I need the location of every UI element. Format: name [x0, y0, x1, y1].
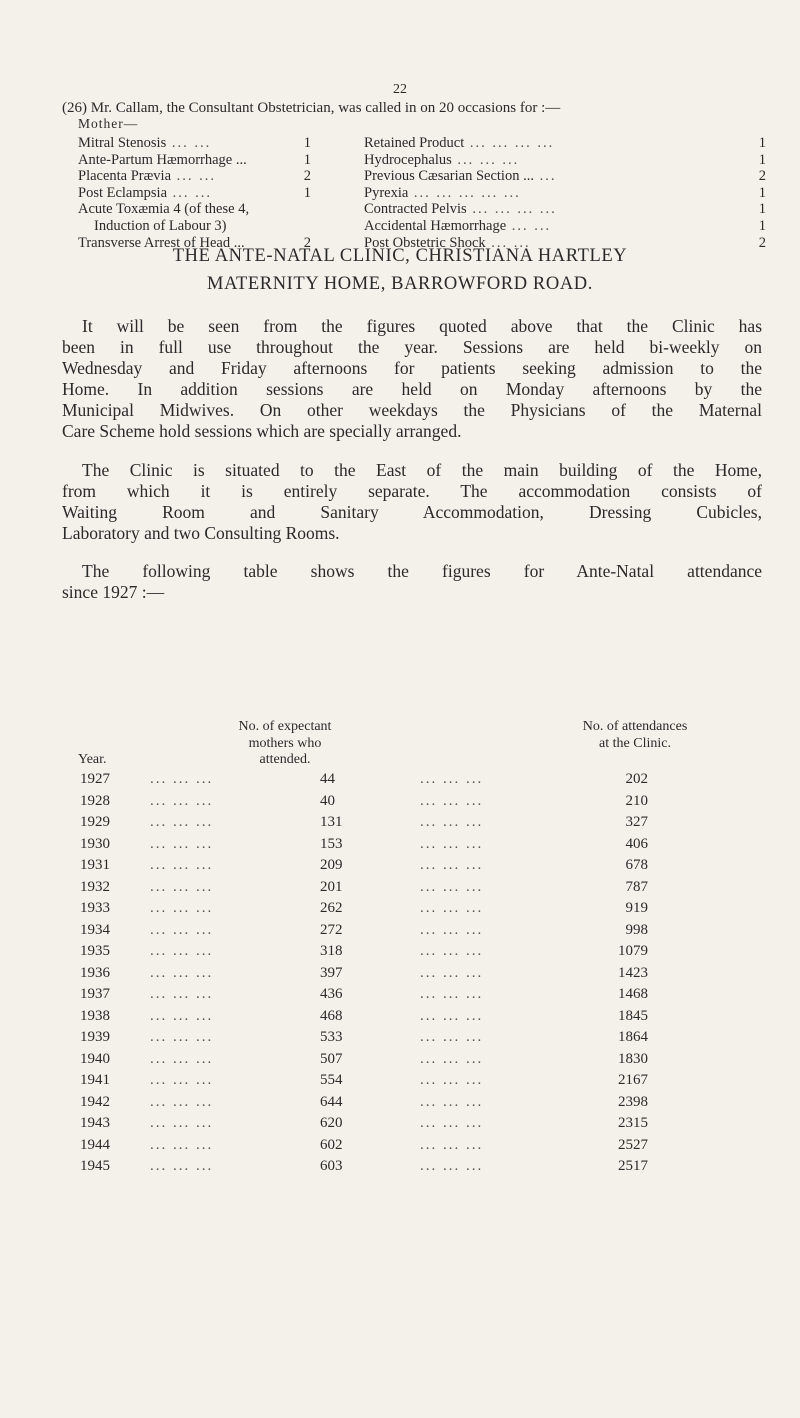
table-row — [80, 1072, 740, 1094]
leader-dots: ... ... ... — [420, 857, 484, 873]
leader-dots: ... ... ... — [150, 986, 214, 1002]
header-year: Year. — [78, 752, 107, 767]
paragraph-clinic-use — [62, 316, 762, 442]
condition-count: 1 — [303, 184, 311, 201]
leader-dots: ... ... ... — [420, 1136, 484, 1153]
condition-label: Post Eclampsia — [78, 184, 168, 201]
table-row — [80, 986, 740, 1008]
attendances-cell: 406 — [625, 835, 648, 852]
table-row — [80, 857, 740, 879]
paragraph-line: Waiting Room and Sanitary Accommodation, Dressing Cubicles, — [62, 502, 762, 522]
year-cell: 1934 — [80, 921, 110, 938]
header-mothers-line: mothers who — [248, 735, 322, 751]
condition-label: Hydrocephalus — [364, 151, 452, 168]
condition-row — [364, 168, 770, 185]
condition-count: 1 — [303, 135, 311, 151]
mothers-cell: 397 — [320, 964, 343, 981]
header-attendances — [520, 719, 750, 752]
table-row — [80, 814, 740, 836]
condition-label: Contracted Pelvis — [364, 201, 467, 218]
condition-label: Acute Toxæmia 4 (of these 4, — [78, 201, 250, 218]
attendances-cell: 1079 — [618, 943, 648, 959]
table-row — [80, 1158, 740, 1180]
leader-dots: ... ... ... — [420, 878, 484, 895]
year-cell: 1932 — [80, 878, 110, 895]
leader-dots: ... ... ... ... — [464, 135, 555, 151]
condition-row — [364, 185, 770, 202]
attendances-cell: 2527 — [618, 1136, 648, 1153]
condition-row — [78, 218, 338, 235]
table-row — [80, 1115, 740, 1137]
mothers-cell: 272 — [320, 921, 343, 938]
mothers-cell: 131 — [320, 814, 343, 830]
mother-label: Mother— — [78, 116, 139, 131]
leader-dots: ... ... ... — [420, 1158, 484, 1174]
table-row — [80, 900, 740, 922]
attendances-cell: 1468 — [618, 986, 648, 1002]
left-conditions-list — [78, 135, 338, 251]
leader-dots: ... ... ... — [150, 943, 214, 959]
year-cell: 1936 — [80, 964, 110, 981]
leader-dots: ... ... ... — [150, 1093, 214, 1110]
year-cell: 1939 — [80, 1029, 110, 1045]
paragraph-line: Municipal Midwives. On other weekdays the Physicians of the Maternal — [62, 400, 762, 420]
attendances-cell: 678 — [625, 857, 648, 873]
leader-dots: ... ... — [506, 217, 552, 234]
condition-count: 2 — [303, 234, 311, 251]
leader-dots: ... ... ... — [150, 921, 214, 938]
leader-dots: ... ... ... — [420, 943, 484, 959]
condition-row — [364, 135, 770, 152]
mothers-cell: 318 — [320, 943, 343, 959]
mothers-cell: 153 — [320, 835, 343, 852]
header-mothers — [170, 719, 400, 769]
condition-label: Post Obstetric Shock — [364, 234, 486, 251]
mothers-cell: 554 — [320, 1072, 343, 1088]
table-row — [80, 771, 740, 793]
year-cell: 1938 — [80, 1007, 110, 1024]
table-row — [80, 1051, 740, 1073]
condition-label: Pyrexia — [364, 184, 409, 201]
section-heading-line2: MATERNITY HOME, BARROWFORD ROAD. — [207, 274, 593, 294]
year-cell: 1933 — [80, 900, 110, 916]
attendances-cell: 787 — [625, 878, 648, 895]
condition-label: Previous Cæsarian Section ... — [364, 168, 534, 185]
table-row — [80, 965, 740, 987]
paragraph-line: Care Scheme hold sessions which are specially arranged. — [62, 421, 462, 441]
right-conditions-list — [364, 135, 770, 251]
mothers-cell: 507 — [320, 1050, 343, 1067]
paragraph-line: Laboratory and two Consulting Rooms. — [62, 523, 340, 543]
year-cell: 1944 — [80, 1136, 110, 1153]
leader-dots: ... ... ... — [150, 1007, 214, 1024]
paragraph-line: The Clinic is situated to the East of the main building of the Home, — [82, 460, 762, 480]
leader-dots: ... ... — [485, 234, 531, 251]
leader-dots: ... ... ... — [150, 835, 214, 852]
leader-dots: ... ... — [171, 168, 217, 185]
table-row — [80, 1029, 740, 1051]
leader-dots: ... ... ... — [150, 1136, 214, 1153]
table-row — [80, 879, 740, 901]
leader-dots: ... ... ... — [420, 771, 484, 787]
leader-dots: ... ... ... — [150, 1050, 214, 1067]
leader-dots: ... ... ... — [420, 1093, 484, 1110]
mothers-cell: 620 — [320, 1115, 343, 1131]
table-row — [80, 922, 740, 944]
leader-dots: ... ... ... — [150, 1072, 214, 1088]
condition-row — [78, 185, 338, 202]
leader-dots: ... ... ... — [150, 964, 214, 981]
condition-count: 2 — [758, 234, 766, 251]
intro-text: (26) Mr. Callam, the Consultant Obstetrician, was called in on 20 occasions for :— — [62, 100, 561, 116]
leader-dots: ... ... — [166, 135, 212, 151]
attendances-cell: 210 — [625, 792, 648, 809]
leader-dots: ... ... ... — [150, 1158, 214, 1174]
mothers-cell: 602 — [320, 1136, 343, 1153]
mothers-cell: 262 — [320, 900, 343, 916]
attendances-cell: 2398 — [618, 1093, 648, 1110]
leader-dots: ... ... ... — [150, 1029, 214, 1045]
condition-count: 2 — [303, 168, 311, 185]
table-row — [80, 793, 740, 815]
leader-dots: ... ... ... — [150, 1115, 214, 1131]
leader-dots: ... ... ... — [150, 857, 214, 873]
attendances-cell: 1845 — [618, 1007, 648, 1024]
paragraph-line: The following table shows the figures for Ante-Natal attendance — [82, 561, 762, 581]
mothers-cell: 201 — [320, 878, 343, 895]
paragraph-line: since 1927 :— — [62, 582, 165, 602]
table-row — [80, 1008, 740, 1030]
leader-dots: ... ... ... — [150, 814, 214, 830]
leader-dots: ... ... ... — [150, 792, 214, 809]
attendances-cell: 998 — [625, 921, 648, 938]
attendances-cell: 2167 — [618, 1072, 648, 1088]
leader-dots: ... ... ... — [150, 900, 214, 916]
mothers-cell: 533 — [320, 1029, 343, 1045]
year-cell: 1927 — [80, 771, 110, 787]
leader-dots: ... ... ... — [420, 835, 484, 852]
mothers-cell: 209 — [320, 857, 343, 873]
year-cell: 1931 — [80, 857, 110, 873]
page-number: 22 — [393, 82, 407, 97]
condition-count: 1 — [303, 151, 311, 168]
attendances-cell: 202 — [625, 771, 648, 787]
table-row — [80, 836, 740, 858]
paragraph-clinic-location — [62, 460, 762, 544]
condition-label: Transverse Arrest of Head ... — [78, 234, 245, 251]
condition-label: Accidental Hæmorrhage — [364, 217, 507, 234]
header-mothers-line: No. of expectant — [238, 719, 332, 734]
condition-row — [78, 135, 338, 152]
mothers-cell: 603 — [320, 1158, 343, 1174]
condition-row — [364, 201, 770, 218]
leader-dots: ... ... ... — [451, 151, 520, 168]
year-cell: 1929 — [80, 814, 110, 830]
header-attendances-line: at the Clinic. — [599, 735, 671, 751]
attendance-table — [80, 771, 740, 1180]
leader-dots: ... ... ... — [420, 1115, 484, 1131]
leader-dots: ... ... ... — [150, 771, 214, 787]
condition-label: Induction of Labour 3) — [94, 217, 227, 234]
leader-dots: ... ... — [167, 184, 213, 201]
mothers-cell: 644 — [320, 1093, 343, 1110]
header-mothers-line: attended. — [259, 752, 311, 767]
year-cell: 1940 — [80, 1050, 110, 1067]
paragraph-line: been in full use throughout the year. Sessions are held bi-weekly on — [62, 337, 762, 357]
mothers-cell: 44 — [320, 771, 335, 787]
leader-dots: ... ... ... — [420, 814, 484, 830]
condition-label: Placenta Prævia — [78, 168, 172, 185]
paragraph-line: from which it is entirely separate. The accommodation consists of — [62, 481, 762, 501]
mothers-cell: 40 — [320, 792, 335, 809]
year-cell: 1928 — [80, 792, 110, 809]
condition-count: 1 — [758, 135, 766, 151]
leader-dots: ... ... ... ... ... — [408, 184, 521, 201]
condition-count: 1 — [758, 217, 766, 234]
condition-count: 1 — [758, 151, 766, 168]
attendances-cell: 919 — [625, 900, 648, 916]
condition-count: 1 — [758, 184, 766, 201]
mothers-cell: 436 — [320, 986, 343, 1002]
leader-dots: ... ... ... — [420, 1007, 484, 1024]
attendances-cell: 327 — [625, 814, 648, 830]
condition-count: 2 — [758, 168, 766, 185]
condition-row — [78, 168, 338, 185]
table-row — [80, 943, 740, 965]
year-cell: 1945 — [80, 1158, 110, 1174]
year-cell: 1937 — [80, 986, 110, 1002]
condition-row — [78, 152, 338, 169]
leader-dots: ... — [533, 168, 557, 185]
condition-row — [364, 152, 770, 169]
leader-dots: ... ... ... — [420, 1072, 484, 1088]
leader-dots: ... ... ... — [420, 986, 484, 1002]
leader-dots: ... ... ... — [420, 1050, 484, 1067]
condition-label: Mitral Stenosis — [78, 135, 167, 151]
year-cell: 1941 — [80, 1072, 110, 1088]
table-row — [80, 1137, 740, 1159]
attendances-cell: 2315 — [618, 1115, 648, 1131]
condition-label: Ante-Partum Hæmorrhage ... — [78, 151, 247, 168]
paragraph-line: It will be seen from the figures quoted above that the Clinic has — [82, 316, 762, 336]
attendances-cell: 2517 — [618, 1158, 648, 1174]
attendances-cell: 1423 — [618, 964, 648, 981]
year-cell: 1930 — [80, 835, 110, 852]
table-row — [80, 1094, 740, 1116]
header-attendances-line: No. of attendances — [582, 719, 688, 734]
condition-row — [364, 218, 770, 235]
leader-dots: ... ... ... — [420, 900, 484, 916]
year-cell: 1943 — [80, 1115, 110, 1131]
leader-dots: ... ... ... — [420, 921, 484, 938]
condition-row — [78, 201, 338, 218]
leader-dots: ... ... ... — [420, 792, 484, 809]
paragraph-line: Wednesday and Friday afternoons for patients seeking admission to the — [62, 358, 762, 378]
attendances-cell: 1830 — [618, 1050, 648, 1067]
attendances-cell: 1864 — [618, 1029, 648, 1045]
leader-dots: ... ... ... — [150, 878, 214, 895]
leader-dots: ... ... ... ... — [466, 201, 557, 218]
section-heading-line1: THE ANTE-NATAL CLINIC, CHRISTIANA HARTLEY — [172, 246, 628, 266]
condition-count: 1 — [758, 201, 766, 218]
year-cell: 1942 — [80, 1093, 110, 1110]
paragraph-line: Home. In addition sessions are held on Monday afternoons by the — [62, 379, 762, 399]
leader-dots: ... ... ... — [420, 1029, 484, 1045]
condition-label: Retained Product — [364, 135, 465, 151]
paragraph-table-intro — [62, 561, 762, 603]
leader-dots: ... ... ... — [420, 964, 484, 981]
mothers-cell: 468 — [320, 1007, 343, 1024]
year-cell: 1935 — [80, 943, 110, 959]
